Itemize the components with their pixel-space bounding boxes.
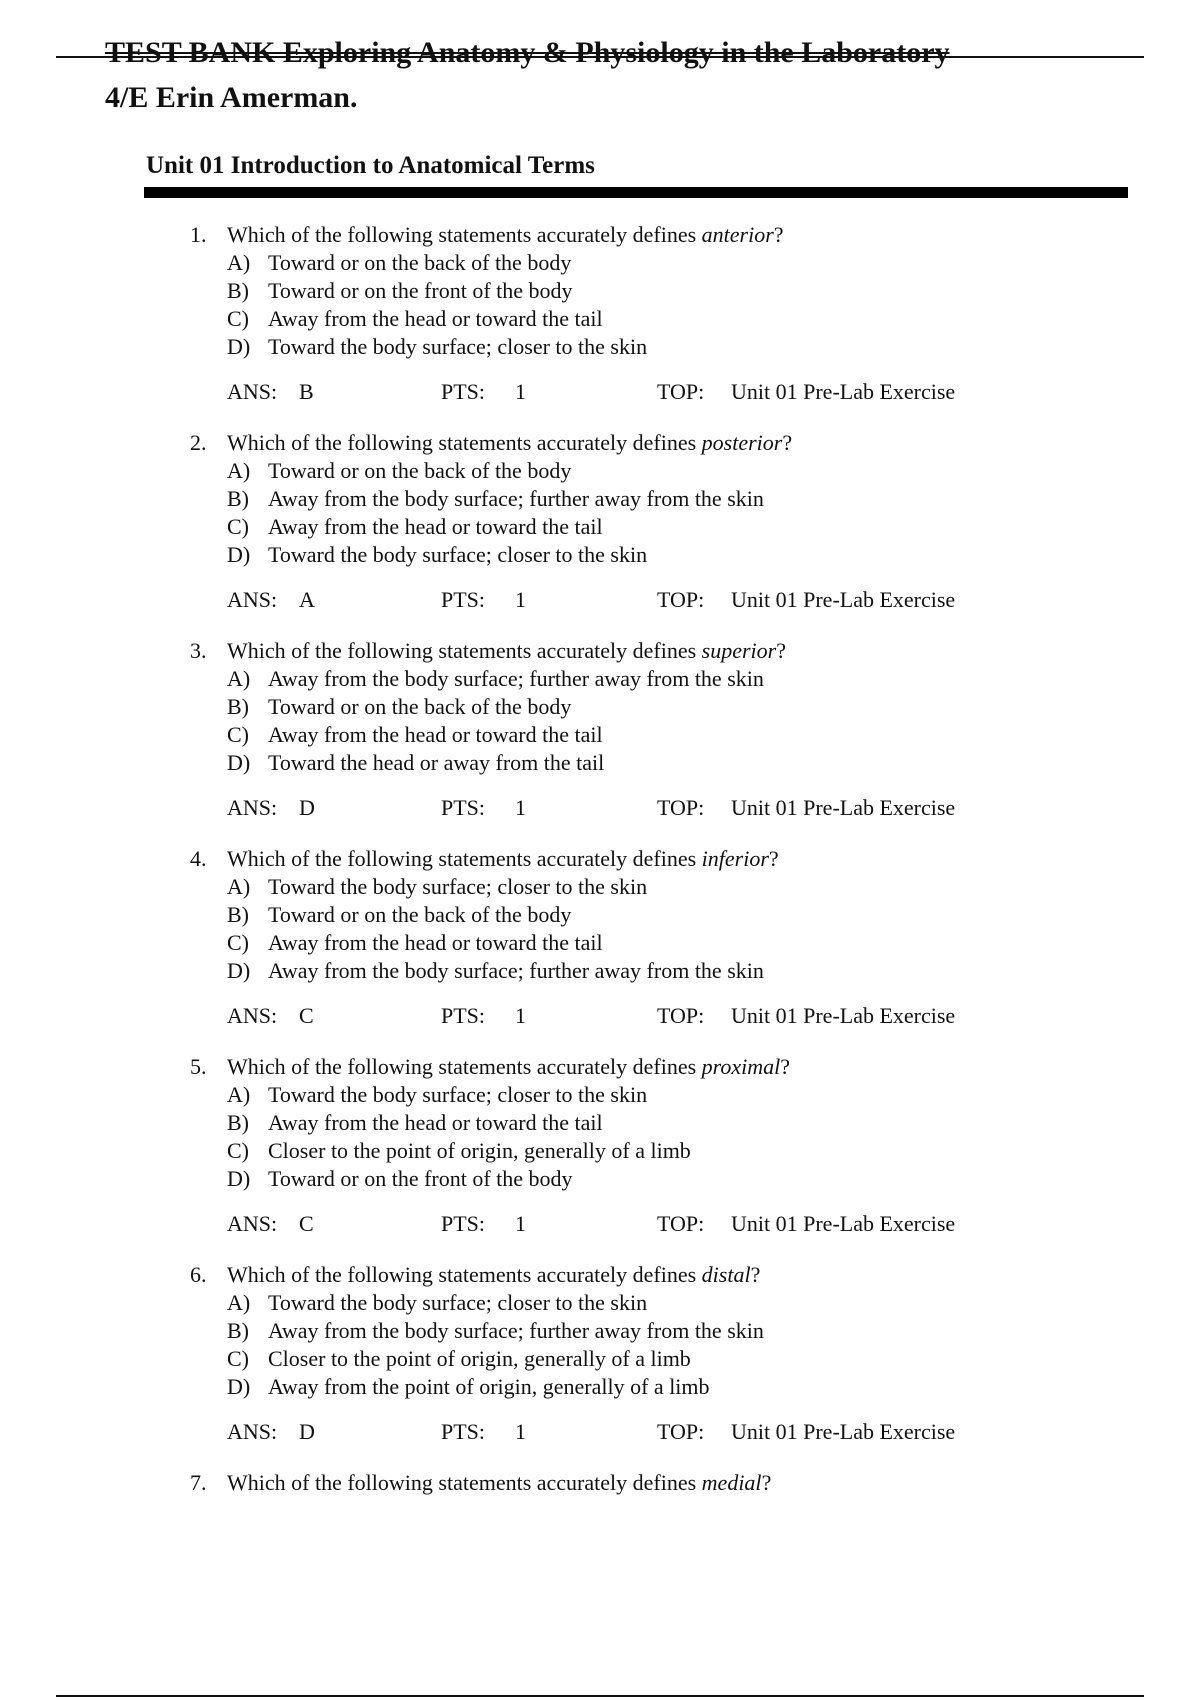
- option-text: Away from the head or toward the tail: [268, 930, 603, 955]
- option-letter: C): [227, 930, 249, 955]
- option-c: [0, 305, 1200, 333]
- option-d: [0, 541, 1200, 569]
- option-text: Toward or on the back of the body: [268, 458, 572, 483]
- option-text: Away from the body surface; further away from the skin: [268, 1318, 764, 1343]
- option-c: [0, 1137, 1200, 1165]
- option-a: [0, 249, 1200, 277]
- option-letter: A): [227, 458, 251, 483]
- option-b: [0, 485, 1200, 513]
- option-letter: B): [227, 486, 249, 511]
- points-label: PTS:: [441, 795, 486, 820]
- question-term: superior: [701, 638, 777, 663]
- option-letter: D): [227, 1374, 251, 1399]
- option-text: Closer to the point of origin, generally of a limb: [268, 1138, 691, 1163]
- topic-value: Unit 01 Pre-Lab Exercise: [731, 379, 956, 404]
- option-b: [0, 693, 1200, 721]
- footer-rule: [56, 1695, 1144, 1697]
- document-subtitle: 4/E Erin Amerman.: [105, 81, 358, 114]
- option-letter: D): [227, 958, 251, 983]
- option-c: [0, 1345, 1200, 1373]
- points-label: PTS:: [441, 1419, 486, 1444]
- option-letter: A): [227, 666, 251, 691]
- question-end: ?: [750, 1262, 761, 1287]
- answer-meta-line: [0, 1209, 1200, 1239]
- question-term: distal: [701, 1262, 751, 1287]
- option-letter: A): [227, 874, 251, 899]
- option-c: [0, 721, 1200, 749]
- option-d: [0, 1373, 1200, 1401]
- topic-label: TOP:: [657, 587, 705, 612]
- option-text: Toward or on the back of the body: [268, 902, 572, 927]
- question-number: 6.: [190, 1262, 207, 1287]
- topic-label: TOP:: [657, 1211, 705, 1236]
- option-c: [0, 929, 1200, 957]
- question-stem: Which of the following statements accurately defines: [227, 638, 702, 663]
- question-number: 5.: [190, 1054, 207, 1079]
- topic-value: Unit 01 Pre-Lab Exercise: [731, 587, 956, 612]
- question-6: [0, 1261, 1200, 1447]
- option-text: Away from the point of origin, generally of a limb: [268, 1374, 710, 1399]
- option-text: Toward or on the back of the body: [268, 250, 572, 275]
- topic-label: TOP:: [657, 795, 705, 820]
- option-text: Away from the head or toward the tail: [268, 514, 603, 539]
- option-letter: D): [227, 750, 251, 775]
- option-text: Toward the body surface; closer to the skin: [268, 334, 648, 359]
- question-stem: Which of the following statements accurately defines: [227, 1470, 702, 1495]
- question-end: ?: [773, 222, 784, 247]
- question-number: 2.: [190, 430, 207, 455]
- question-3: [0, 637, 1200, 823]
- option-a: [0, 1289, 1200, 1317]
- option-a: [0, 457, 1200, 485]
- option-letter: D): [227, 542, 251, 567]
- option-b: [0, 901, 1200, 929]
- option-text: Away from the body surface; further away from the skin: [268, 486, 764, 511]
- points-value: 1: [515, 1419, 526, 1444]
- points-label: PTS:: [441, 1003, 486, 1028]
- option-letter: D): [227, 334, 251, 359]
- topic-value: Unit 01 Pre-Lab Exercise: [731, 1211, 956, 1236]
- option-letter: B): [227, 278, 249, 303]
- question-text: [227, 637, 786, 665]
- question-stem-line: [0, 1261, 1200, 1289]
- question-stem-line: [0, 221, 1200, 249]
- topic-label: TOP:: [657, 1419, 705, 1444]
- answer-meta-line: [0, 793, 1200, 823]
- option-text: Toward the head or away from the tail: [268, 750, 605, 775]
- question-7: [0, 1469, 1200, 1497]
- option-d: [0, 333, 1200, 361]
- option-a: [0, 1081, 1200, 1109]
- question-text: [227, 1053, 790, 1081]
- points-label: PTS:: [441, 587, 486, 612]
- option-text: Closer to the point of origin, generally of a limb: [268, 1346, 691, 1371]
- answer-meta-line: [0, 1417, 1200, 1447]
- answer-label: ANS:: [227, 1419, 278, 1444]
- option-text: Away from the body surface; further away from the skin: [268, 666, 764, 691]
- unit-heading: Unit 01 Introduction to Anatomical Terms: [146, 152, 595, 179]
- question-term: medial: [701, 1470, 762, 1495]
- option-letter: B): [227, 1318, 249, 1343]
- answer-meta-line: [0, 585, 1200, 615]
- question-number: 1.: [190, 222, 207, 247]
- topic-value: Unit 01 Pre-Lab Exercise: [731, 1419, 956, 1444]
- option-d: [0, 957, 1200, 985]
- answer-value: D: [299, 795, 315, 820]
- answer-label: ANS:: [227, 587, 278, 612]
- option-text: Toward the body surface; closer to the skin: [268, 542, 648, 567]
- option-text: Away from the head or toward the tail: [268, 1110, 603, 1135]
- option-text: Toward or on the front of the body: [268, 278, 573, 303]
- question-text: [227, 845, 779, 873]
- points-value: 1: [515, 795, 526, 820]
- option-letter: C): [227, 514, 249, 539]
- topic-value: Unit 01 Pre-Lab Exercise: [731, 1003, 956, 1028]
- points-value: 1: [515, 1003, 526, 1028]
- question-end: ?: [780, 1054, 791, 1079]
- option-letter: C): [227, 1346, 249, 1371]
- option-letter: C): [227, 1138, 249, 1163]
- question-term: proximal: [701, 1054, 781, 1079]
- question-stem-line: [0, 637, 1200, 665]
- answer-value: A: [299, 587, 315, 612]
- question-term: inferior: [701, 846, 769, 871]
- option-text: Toward the body surface; closer to the skin: [268, 874, 648, 899]
- answer-value: C: [299, 1211, 314, 1236]
- option-text: Away from the head or toward the tail: [268, 722, 603, 747]
- question-stem-line: [0, 429, 1200, 457]
- option-letter: A): [227, 1290, 251, 1315]
- option-text: Toward or on the back of the body: [268, 694, 572, 719]
- option-letter: C): [227, 306, 249, 331]
- option-c: [0, 513, 1200, 541]
- question-number: 4.: [190, 846, 207, 871]
- topic-label: TOP:: [657, 1003, 705, 1028]
- points-value: 1: [515, 587, 526, 612]
- question-text: [227, 221, 784, 249]
- option-text: Toward the body surface; closer to the skin: [268, 1290, 648, 1315]
- answer-label: ANS:: [227, 1003, 278, 1028]
- answer-meta-line: [0, 377, 1200, 407]
- answer-label: ANS:: [227, 795, 278, 820]
- option-text: Away from the head or toward the tail: [268, 306, 603, 331]
- option-d: [0, 749, 1200, 777]
- answer-value: C: [299, 1003, 314, 1028]
- option-b: [0, 1317, 1200, 1345]
- question-stem-line: [0, 1469, 1200, 1497]
- question-number: 7.: [190, 1470, 207, 1495]
- points-label: PTS:: [441, 1211, 486, 1236]
- question-stem-line: [0, 1053, 1200, 1081]
- answer-label: ANS:: [227, 1211, 278, 1236]
- option-text: Away from the body surface; further away from the skin: [268, 958, 764, 983]
- answer-label: ANS:: [227, 379, 278, 404]
- question-stem: Which of the following statements accurately defines: [227, 430, 702, 455]
- option-b: [0, 1109, 1200, 1137]
- question-4: [0, 845, 1200, 1031]
- question-end: ?: [782, 430, 793, 455]
- option-b: [0, 277, 1200, 305]
- question-1: [0, 221, 1200, 407]
- option-letter: A): [227, 1082, 251, 1107]
- points-label: PTS:: [441, 379, 486, 404]
- question-list: [0, 221, 1200, 1519]
- question-stem: Which of the following statements accurately defines: [227, 846, 702, 871]
- question-term: anterior: [701, 222, 774, 247]
- option-letter: C): [227, 722, 249, 747]
- option-letter: B): [227, 902, 249, 927]
- question-term: posterior: [701, 430, 783, 455]
- option-letter: B): [227, 1110, 249, 1135]
- points-value: 1: [515, 379, 526, 404]
- points-value: 1: [515, 1211, 526, 1236]
- question-end: ?: [768, 846, 779, 871]
- unit-heading-rule: [144, 187, 1128, 198]
- question-number: 3.: [190, 638, 207, 663]
- topic-label: TOP:: [657, 379, 705, 404]
- question-2: [0, 429, 1200, 615]
- option-a: [0, 665, 1200, 693]
- question-text: [227, 1469, 771, 1497]
- topic-value: Unit 01 Pre-Lab Exercise: [731, 795, 956, 820]
- option-text: Toward the body surface; closer to the skin: [268, 1082, 648, 1107]
- option-letter: B): [227, 694, 249, 719]
- option-letter: D): [227, 1166, 251, 1191]
- answer-meta-line: [0, 1001, 1200, 1031]
- question-stem: Which of the following statements accurately defines: [227, 1262, 702, 1287]
- question-text: [227, 1261, 760, 1289]
- question-text: [227, 429, 792, 457]
- option-letter: A): [227, 250, 251, 275]
- question-end: ?: [776, 638, 786, 663]
- option-a: [0, 873, 1200, 901]
- option-text: Toward or on the front of the body: [268, 1166, 573, 1191]
- option-d: [0, 1165, 1200, 1193]
- document-title: TEST BANK Exploring Anatomy & Physiology in the Laboratory: [105, 36, 950, 69]
- question-stem-line: [0, 845, 1200, 873]
- question-5: [0, 1053, 1200, 1239]
- question-stem: Which of the following statements accurately defines: [227, 1054, 702, 1079]
- question-end: ?: [761, 1470, 772, 1495]
- answer-value: D: [299, 1419, 315, 1444]
- question-stem: Which of the following statements accurately defines: [227, 222, 702, 247]
- answer-value: B: [299, 379, 314, 404]
